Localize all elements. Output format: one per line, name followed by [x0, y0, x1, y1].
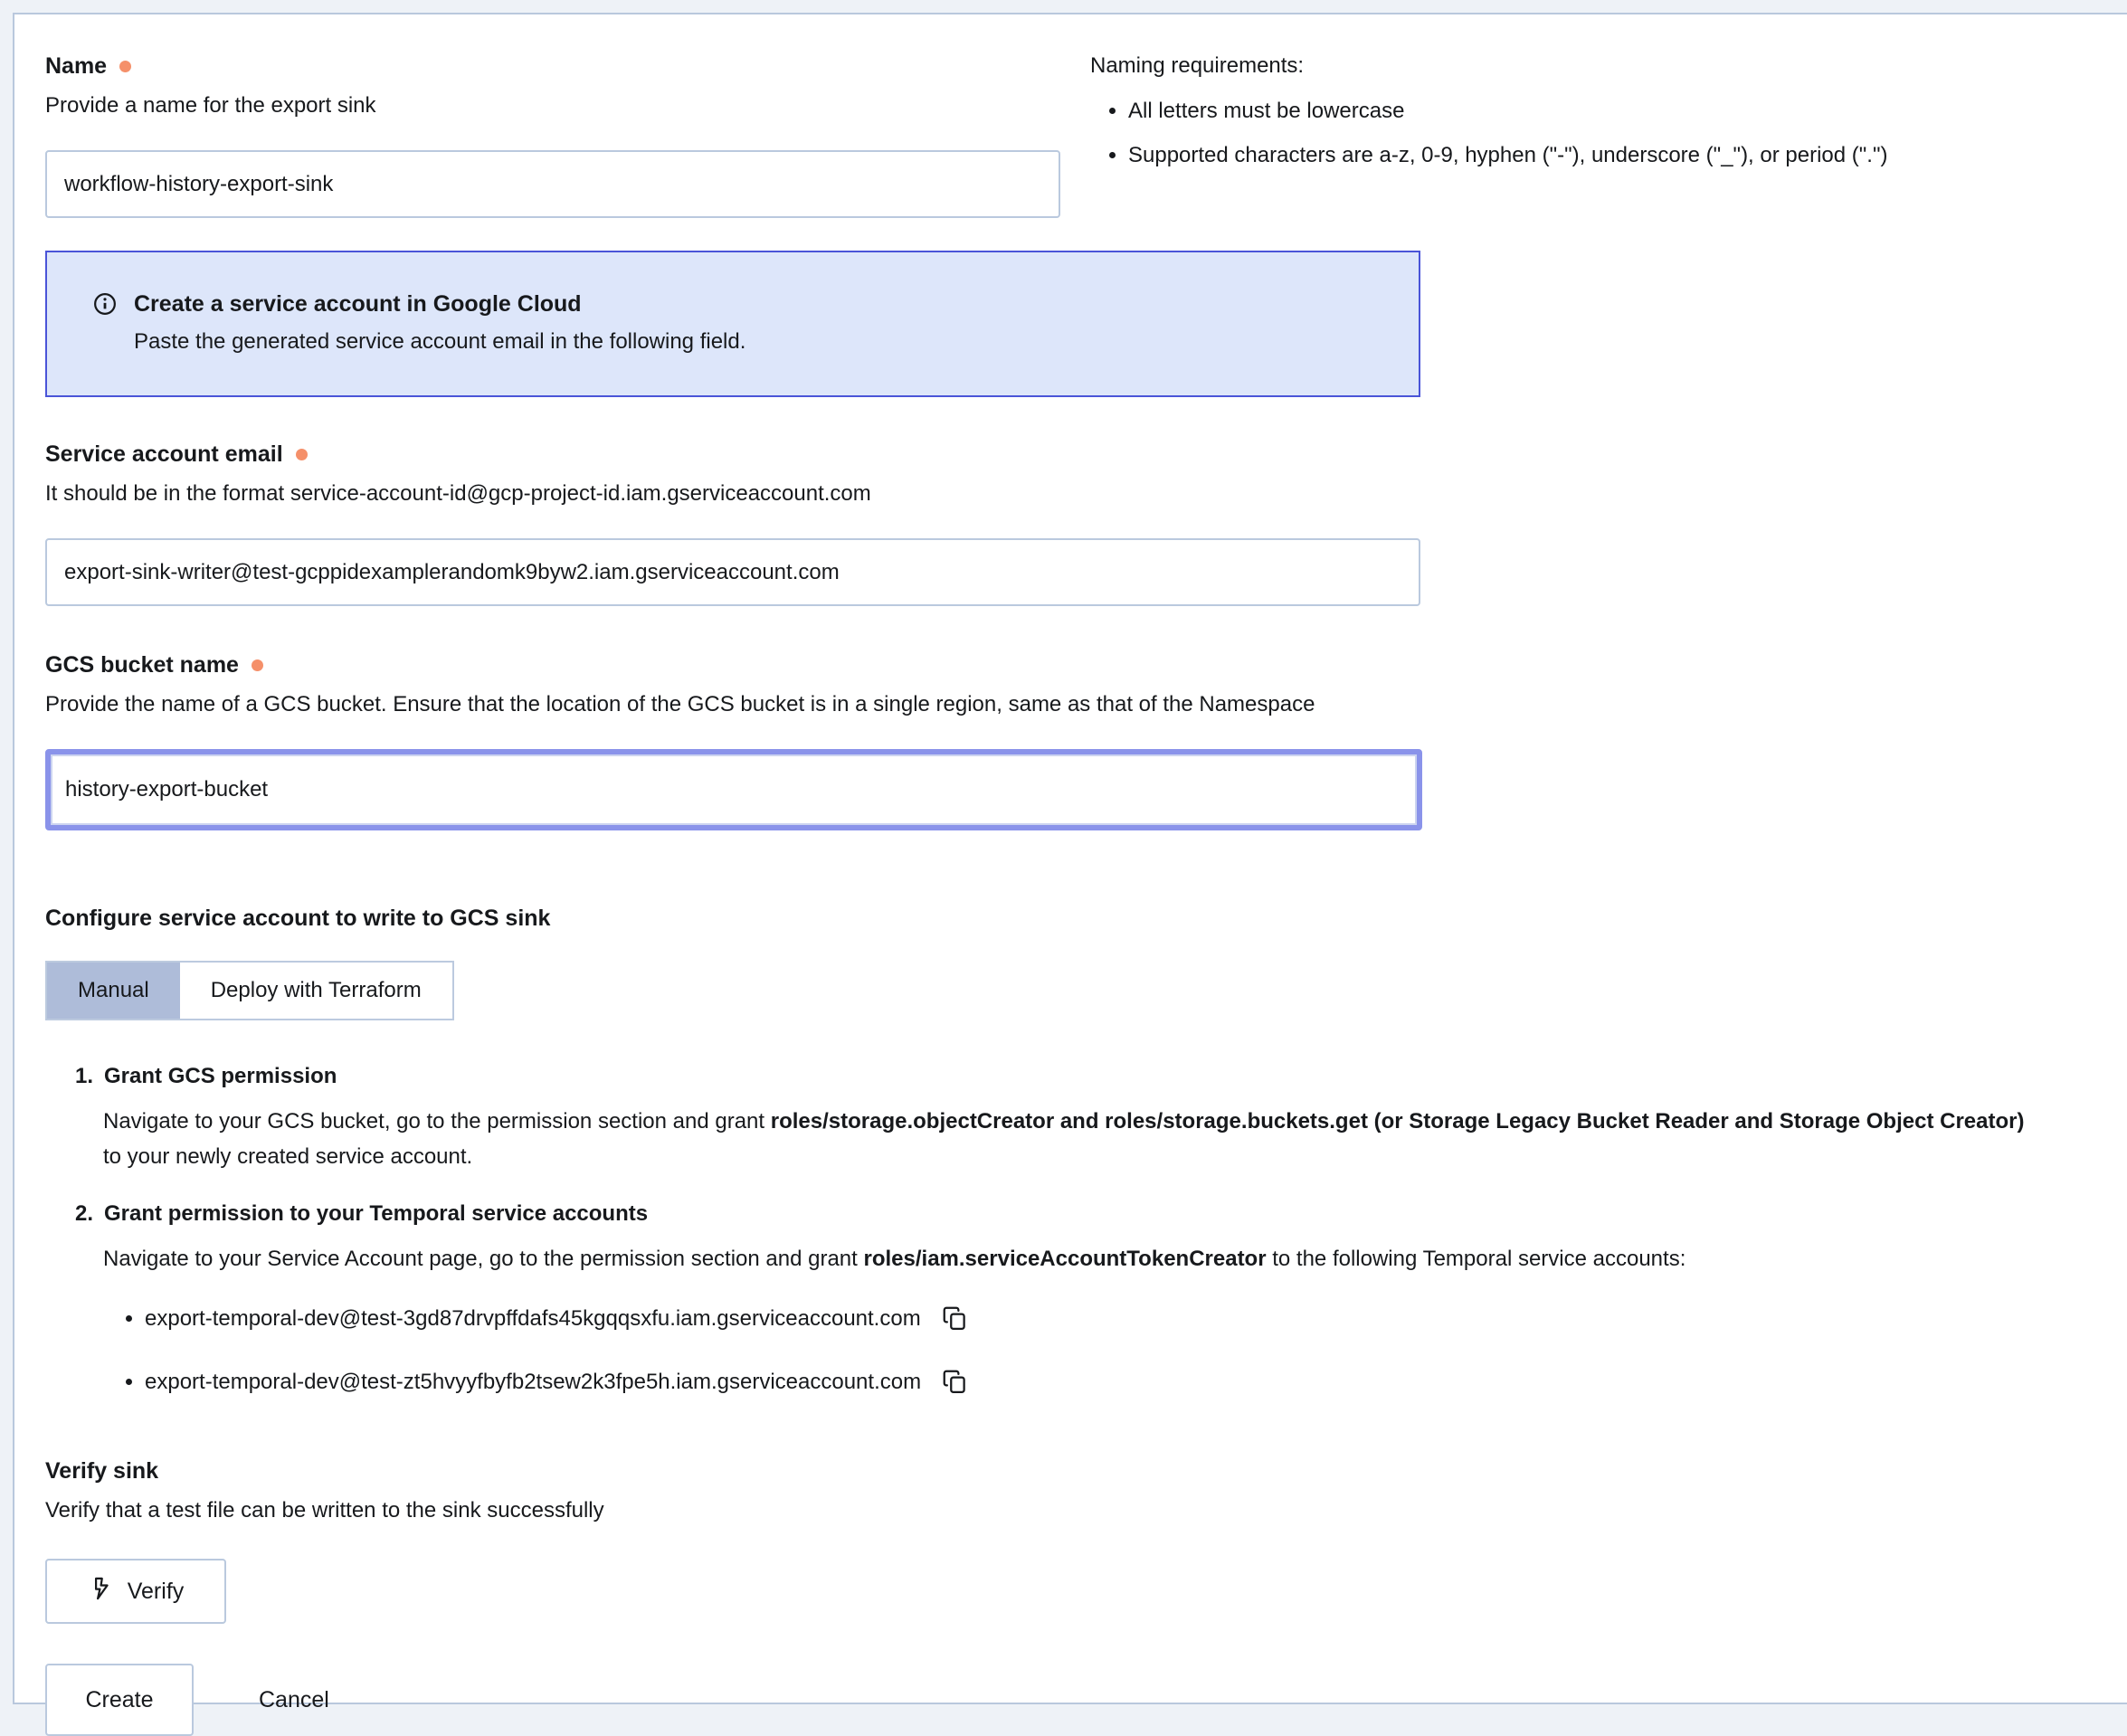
info-circle-icon: [92, 291, 118, 321]
service-account-label: [45, 439, 1420, 470]
configure-section-title: Configure service account to write to GCS sink: [45, 906, 551, 931]
create-button[interactable]: Create: [45, 1664, 194, 1736]
service-account-email: • export-temporal-dev@test-3gd87drvpffdafs45kgqqsxfu.iam.gserviceaccount.com: [145, 1306, 921, 1331]
service-account-item: [145, 1367, 2096, 1398]
info-banner: [45, 251, 1420, 397]
bucket-label: [45, 650, 1422, 680]
bucket-field-group: [45, 650, 1422, 830]
required-dot-icon: [119, 61, 131, 72]
temporal-service-accounts-list: [75, 1304, 2096, 1398]
configure-tabs: [45, 961, 454, 1020]
bucket-label-text: GCS bucket name: [45, 652, 239, 678]
instruction-steps: [45, 1060, 2096, 1398]
service-account-label-text: Service account email: [45, 441, 283, 467]
step-title: [75, 1060, 2096, 1093]
copy-icon: [941, 1368, 968, 1398]
info-banner-title: Create a service account in Google Cloud: [134, 291, 582, 317]
service-account-email: • export-temporal-dev@test-zt5hvyyfbyfb2tsew2k3fpe5h.iam.gserviceaccount.com: [145, 1370, 922, 1394]
required-dot-icon: [252, 659, 263, 671]
lightning-bolt-icon: [88, 1576, 113, 1608]
form-actions: [45, 1664, 2096, 1736]
copy-icon: [941, 1304, 968, 1334]
info-banner-text: [134, 289, 745, 357]
cancel-button[interactable]: Cancel: [253, 1686, 335, 1714]
step-number: 2.: [75, 1201, 94, 1226]
name-label-text: Name: [45, 53, 108, 79]
bucket-description: Provide the name of a GCS bucket. Ensure that the location of the GCS bucket is in a single region, same as that of the Namespace: [45, 692, 1315, 716]
step-body-text: to the following Temporal service accounts:: [1266, 1247, 1686, 1271]
service-account-field-group: [45, 439, 1420, 606]
step-body-text: Navigate to your GCS bucket, go to the permission section and grant: [103, 1109, 771, 1134]
naming-requirements-list: [1090, 96, 2096, 171]
verify-sink-description: Verify that a test file can be written to the sink successfully: [45, 1498, 604, 1523]
step-body: [103, 1104, 2044, 1174]
step-body-text: Navigate to your Service Account page, go to the permission section and grant: [103, 1247, 864, 1271]
name-row: [45, 51, 2096, 218]
info-banner-description: Paste the generated service account email in the following field.: [134, 329, 746, 354]
naming-requirements: [1090, 51, 2096, 185]
name-field-group: [45, 51, 1060, 218]
copy-button[interactable]: [941, 1304, 968, 1334]
step-body-bold-text: roles/storage.objectCreator and roles/storage.buckets.get (or Storage Legacy Bucket Reader and Storage Object Creator): [770, 1109, 2025, 1134]
tab-manual[interactable]: Manual: [47, 963, 180, 1019]
step-grant-temporal-permission: [75, 1198, 2096, 1398]
step-title-text: Grant GCS permission: [104, 1064, 337, 1088]
required-dot-icon: [296, 449, 308, 460]
export-sink-form-panel: [13, 13, 2127, 1712]
tab-deploy-terraform[interactable]: Deploy with Terraform: [180, 963, 452, 1019]
name-input[interactable]: [45, 150, 1060, 218]
step-body: [103, 1241, 2044, 1276]
name-label: [45, 51, 1060, 81]
verify-button-label: Verify: [127, 1578, 185, 1604]
naming-requirement-item: • All letters must be lowercase: [1128, 96, 2096, 127]
step-grant-gcs-permission: [75, 1060, 2096, 1174]
service-account-item: [145, 1304, 2096, 1334]
verify-button[interactable]: [45, 1559, 226, 1624]
name-description: Provide a name for the export sink: [45, 93, 376, 118]
copy-button[interactable]: [941, 1368, 968, 1398]
step-body-text: to your newly created service account.: [103, 1144, 473, 1169]
step-body-bold-text: roles/iam.serviceAccountTokenCreator: [863, 1247, 1267, 1271]
step-title-text: Grant permission to your Temporal service accounts: [104, 1201, 649, 1226]
naming-requirements-title: Naming requirements:: [1090, 53, 1305, 78]
step-title: [75, 1198, 2096, 1230]
service-account-input[interactable]: [45, 538, 1420, 606]
step-number: 1.: [75, 1064, 94, 1088]
bucket-input[interactable]: [45, 749, 1422, 830]
service-account-description: It should be in the format service-account-id@gcp-project-id.iam.gserviceaccount.com: [45, 481, 871, 506]
verify-sink-title: Verify sink: [45, 1458, 159, 1484]
naming-requirement-item: • Supported characters are a-z, 0-9, hyphen ("-"), underscore ("_"), or period ("."): [1128, 140, 2096, 171]
